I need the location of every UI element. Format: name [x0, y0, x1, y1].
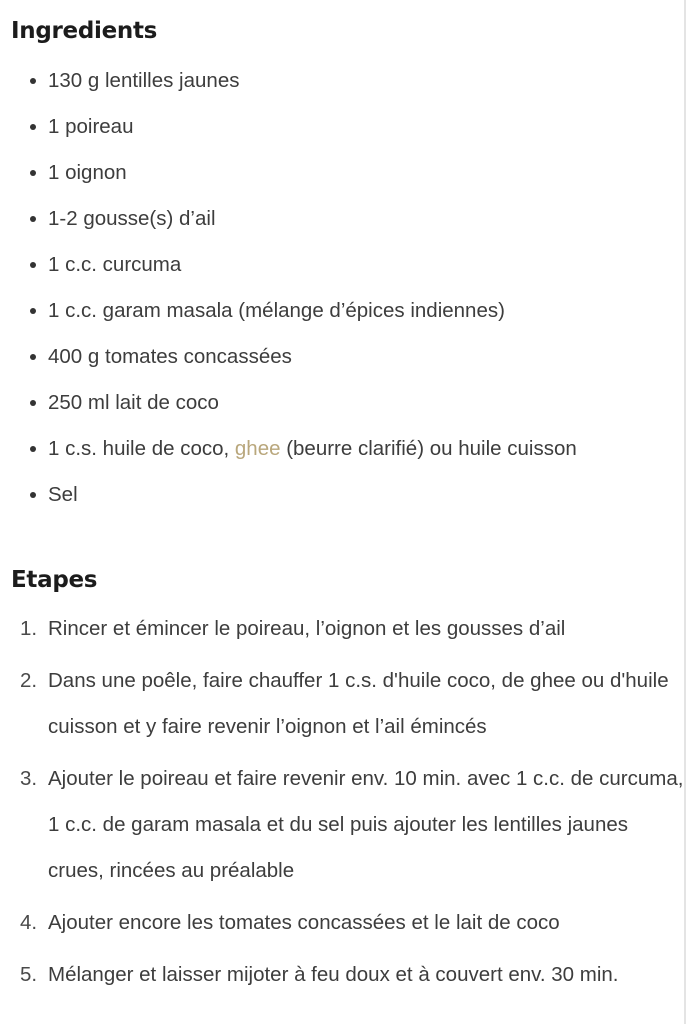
step-text-line: crues, rincées au préalable	[48, 859, 295, 882]
step-text-line: 1 c.c. de garam masala et du sel puis ajouter les lentilles jaunes	[48, 813, 629, 836]
step-text-line: Ajouter encore les tomates concassées et le lait de coco	[48, 911, 560, 934]
ingredient-text: 400 g tomates concassées	[48, 345, 292, 368]
ingredient-text: 1 c.c. garam masala (mélange d’épices indiennes)	[48, 299, 505, 322]
step-text-line: cuisson et y faire revenir l’oignon et l’ail émincés	[48, 715, 487, 738]
step-item	[0, 900, 680, 946]
bullet-icon	[30, 400, 36, 406]
ingredients-list	[0, 58, 680, 518]
ingredient-text-before: 1 c.s. huile de coco,	[48, 437, 235, 460]
ingredient-item	[0, 196, 680, 242]
bullet-icon	[30, 216, 36, 222]
bullet-icon	[30, 492, 36, 498]
ingredient-item	[0, 426, 680, 472]
bullet-icon	[30, 446, 36, 452]
bullet-icon	[30, 262, 36, 268]
step-number: 3.	[20, 767, 38, 790]
step-number: 1.	[20, 617, 38, 640]
ingredients-heading: Ingredients	[11, 18, 158, 44]
ingredient-item	[0, 58, 680, 104]
ingredient-item	[0, 242, 680, 288]
ingredient-text: 250 ml lait de coco	[48, 391, 219, 414]
step-number: 5.	[20, 963, 38, 986]
ghee-link[interactable]: ghee	[234, 437, 281, 460]
step-text-line: Dans une poêle, faire chauffer 1 c.s. d'huile coco, de ghee ou d'huile	[48, 669, 669, 692]
step-item	[0, 658, 680, 750]
ingredient-text: 1-2 gousse(s) d’ail	[48, 207, 216, 230]
bullet-icon	[30, 354, 36, 360]
ingredient-text: 1 oignon	[48, 161, 127, 184]
bullet-icon	[30, 78, 36, 84]
bullet-icon	[30, 170, 36, 176]
ingredient-text: 1 c.c. curcuma	[48, 253, 182, 276]
step-item	[0, 606, 680, 652]
step-text-line: Ajouter le poireau et faire revenir env. 10 min. avec 1 c.c. de curcuma,	[48, 767, 684, 790]
ingredient-item	[0, 104, 680, 150]
ingredient-text: 130 g lentilles jaunes	[48, 69, 240, 92]
step-item	[0, 952, 680, 998]
step-number: 2.	[20, 669, 38, 692]
ingredient-item	[0, 288, 680, 334]
bullet-icon	[30, 308, 36, 314]
step-text-line: Rincer et émincer le poireau, l’oignon et les gousses d’ail	[48, 617, 566, 640]
ingredient-text: 1 poireau	[48, 115, 134, 138]
steps-list	[0, 606, 684, 1004]
step-text-line: Mélanger et laisser mijoter à feu doux et à couvert env. 30 min.	[48, 963, 619, 986]
step-item	[0, 756, 684, 894]
step-number: 4.	[20, 911, 38, 934]
ingredient-item	[0, 472, 680, 518]
ingredient-text-after: (beurre clarifié) ou huile cuisson	[280, 437, 577, 460]
ingredient-text: Sel	[48, 483, 78, 506]
ingredient-item	[0, 334, 680, 380]
ingredient-item	[0, 150, 680, 196]
steps-heading: Etapes	[11, 567, 98, 593]
bullet-icon	[30, 124, 36, 130]
ingredient-item	[0, 380, 680, 426]
